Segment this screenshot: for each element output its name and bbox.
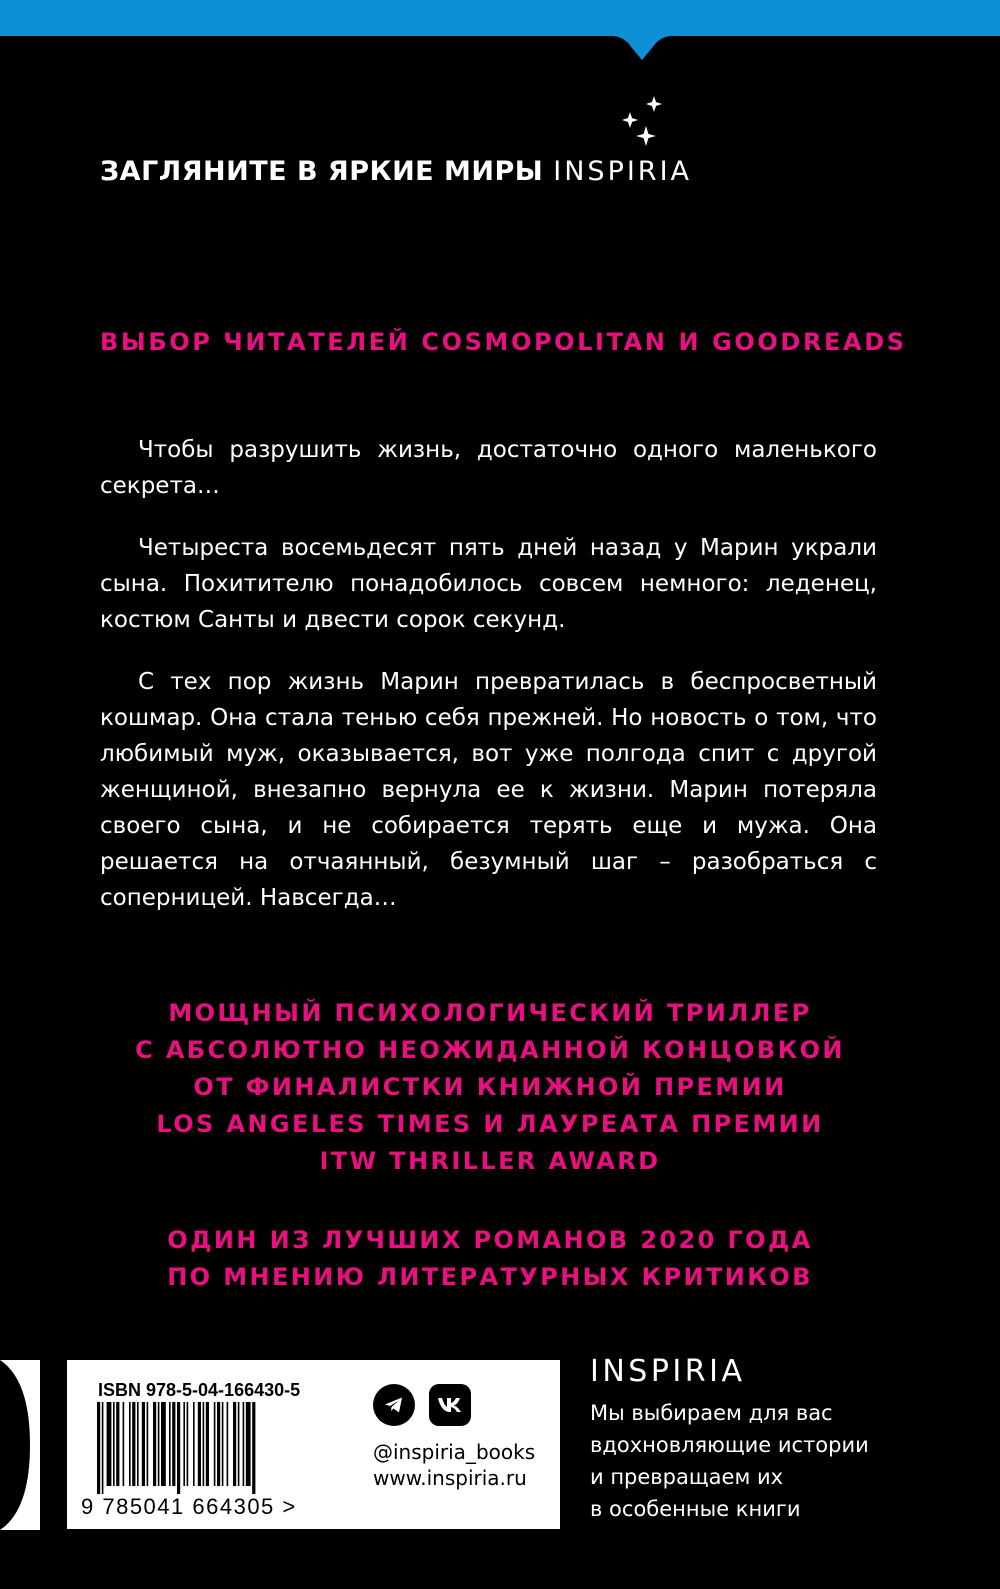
blurb-line: ПО МНЕНИЮ ЛИТЕРАТУРНЫХ КРИТИКОВ: [167, 1263, 813, 1291]
bottom-left-notch: [0, 1360, 40, 1530]
tagline-text: ЗАГЛЯНИТЕ В ЯРКИЕ МИРЫ: [100, 156, 544, 187]
synopsis-paragraph: Четыреста восемьдесят пять дней назад у Марин украли сына. Похитителю понадобилось совсем немного: леденец, костюм Санты и двести сорок секунд.: [100, 535, 877, 633]
barcode-panel: [67, 1360, 560, 1529]
blurb-line: ОДИН ИЗ ЛУЧШИХ РОМАНОВ 2020 ГОДА: [167, 1226, 813, 1254]
blurb-line: ОТ ФИНАЛИСТКИ КНИЖНОЙ ПРЕМИИ: [193, 1073, 787, 1101]
blurb-line: С АБСОЛЮТНО НЕОЖИДАННОЙ КОНЦОВКОЙ: [135, 1036, 845, 1064]
thriller-blurb: [100, 995, 880, 1180]
blurb-line: ITW THRILLER AWARD: [319, 1147, 661, 1175]
inspiria-brand: INSPIRIA: [553, 156, 693, 187]
publisher-tagline: [590, 1397, 910, 1525]
website-link[interactable]: www.inspiria.ru: [373, 1466, 527, 1490]
tagline-line: и превращаем их: [590, 1465, 784, 1489]
barcode: [97, 1402, 303, 1494]
barcode-digits: 9 785041 664305 >: [81, 1494, 297, 1519]
isbn-label: ISBN 978-5-04-166430-5: [98, 1380, 301, 1400]
synopsis: [100, 432, 877, 942]
top-blue-bar: [0, 0, 1000, 60]
readers-choice-heading: ВЫБОР ЧИТАТЕЛЕЙ COSMOPOLITAN И GOODREADS: [100, 328, 907, 356]
telegram-icon[interactable]: [373, 1384, 415, 1426]
tagline-line: Мы выбираем для вас: [590, 1401, 833, 1425]
cover-tagline-heading: [100, 156, 1000, 187]
blurb-line: LOS ANGELES TIMES И ЛАУРЕАТА ПРЕМИИ: [156, 1110, 824, 1138]
sparkle-stars-icon: [620, 92, 670, 152]
social-handle[interactable]: @inspiria_books: [373, 1440, 536, 1464]
critics-blurb: [100, 1222, 880, 1296]
synopsis-paragraph: Чтобы разрушить жизнь, достаточно одного маленького секрета…: [100, 437, 877, 499]
tagline-line: вдохновляющие истории: [590, 1433, 869, 1457]
tagline-line: в особенные книги: [590, 1497, 801, 1521]
vk-icon[interactable]: [429, 1384, 471, 1426]
synopsis-paragraph: С тех пор жизнь Марин превратилась в беспросветный кошмар. Она стала тенью себя прежней. Но новость о том, что любимый муж, оказывается, вот уже полгода спит с другой женщиной, внезапно вернула ее к жизни. Марин потеряла своего сына, и не собирается терять еще и мужа. Она решается на отчаянный, безумный шаг – разобраться с соперницей. Навсегда…: [100, 669, 877, 911]
blurb-line: МОЩНЫЙ ПСИХОЛОГИЧЕСКИЙ ТРИЛЛЕР: [168, 999, 812, 1027]
publisher-brand: INSPIRIA: [590, 1354, 746, 1389]
